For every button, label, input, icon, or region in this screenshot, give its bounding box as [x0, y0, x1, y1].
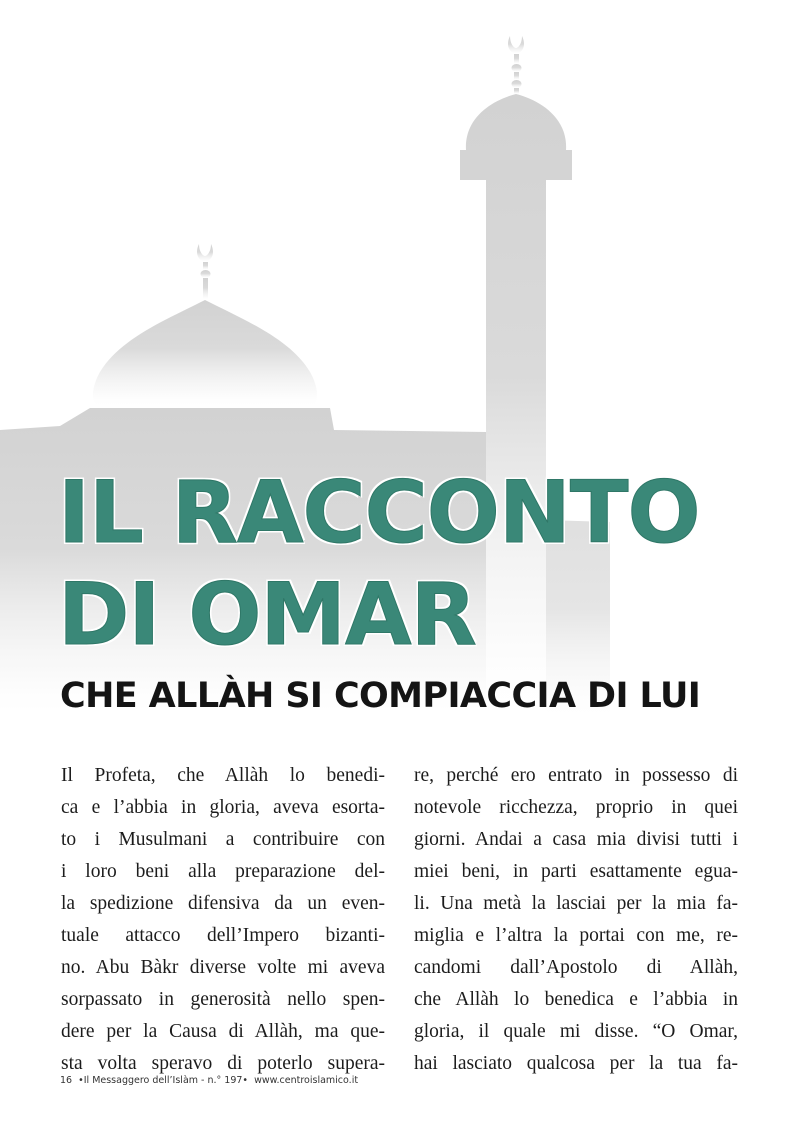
- body-line: hai lasciato qualcosa per la tua fa-: [414, 1053, 738, 1074]
- body-line: re, perché ero entrato in possesso di: [414, 765, 738, 786]
- article-title: [58, 462, 778, 666]
- body-column-left: [61, 760, 385, 1080]
- article-body: [0, 760, 800, 1074]
- body-line: sorpassato in generosità nello spen-: [61, 989, 385, 1010]
- body-column-right: [414, 760, 738, 1080]
- main-dome: [93, 300, 317, 408]
- body-line: giorni. Andai a casa mia divisi tutti i: [414, 829, 738, 850]
- article-subtitle: CHE ALLÀH SI COMPIACCIA DI LUI: [60, 676, 701, 716]
- body-line: i loro beni alla preparazione del-: [61, 861, 385, 882]
- page-footer: [60, 1075, 361, 1086]
- website-link[interactable]: www.centroislamico.it: [254, 1075, 359, 1086]
- title-line-1: IL RACCONTO: [58, 463, 700, 563]
- body-line: la spedizione difensiva da un even-: [61, 893, 385, 914]
- body-line: Il Profeta, che Allàh lo benedi-: [61, 765, 385, 786]
- body-line: candomi dall’Apostolo di Allàh,: [414, 957, 738, 978]
- body-line: miglia e l’altra la portai con me, re-: [414, 925, 738, 946]
- body-line: to i Musulmani a contribuire con: [61, 829, 385, 850]
- body-line: sta volta speravo di poterlo supera-: [61, 1053, 385, 1074]
- minaret-finial: [508, 36, 524, 94]
- dome-finial: [197, 244, 213, 300]
- publication-name: •Il Messaggero dell’Islàm - n.° 197•: [78, 1075, 249, 1086]
- body-line: ca e l’abbia in gloria, aveva esorta-: [61, 797, 385, 818]
- title-line-2: DI OMAR: [58, 565, 476, 665]
- body-line: che Allàh lo benedica e l’abbia in: [414, 989, 738, 1010]
- body-line: notevole ricchezza, proprio in quei: [414, 797, 738, 818]
- body-line: no. Abu Bàkr diverse volte mi aveva: [61, 957, 385, 978]
- page-number: 16: [60, 1075, 73, 1086]
- body-line: dere per la Causa di Allàh, ma que-: [61, 1021, 385, 1042]
- body-line: miei beni, in parti esattamente egua-: [414, 861, 738, 882]
- body-line: li. Una metà la lasciai per la mia fa-: [414, 893, 738, 914]
- body-line: gloria, il quale mi disse. “O Omar,: [414, 1021, 738, 1042]
- body-line: tuale attacco dell’Impero bizanti-: [61, 925, 385, 946]
